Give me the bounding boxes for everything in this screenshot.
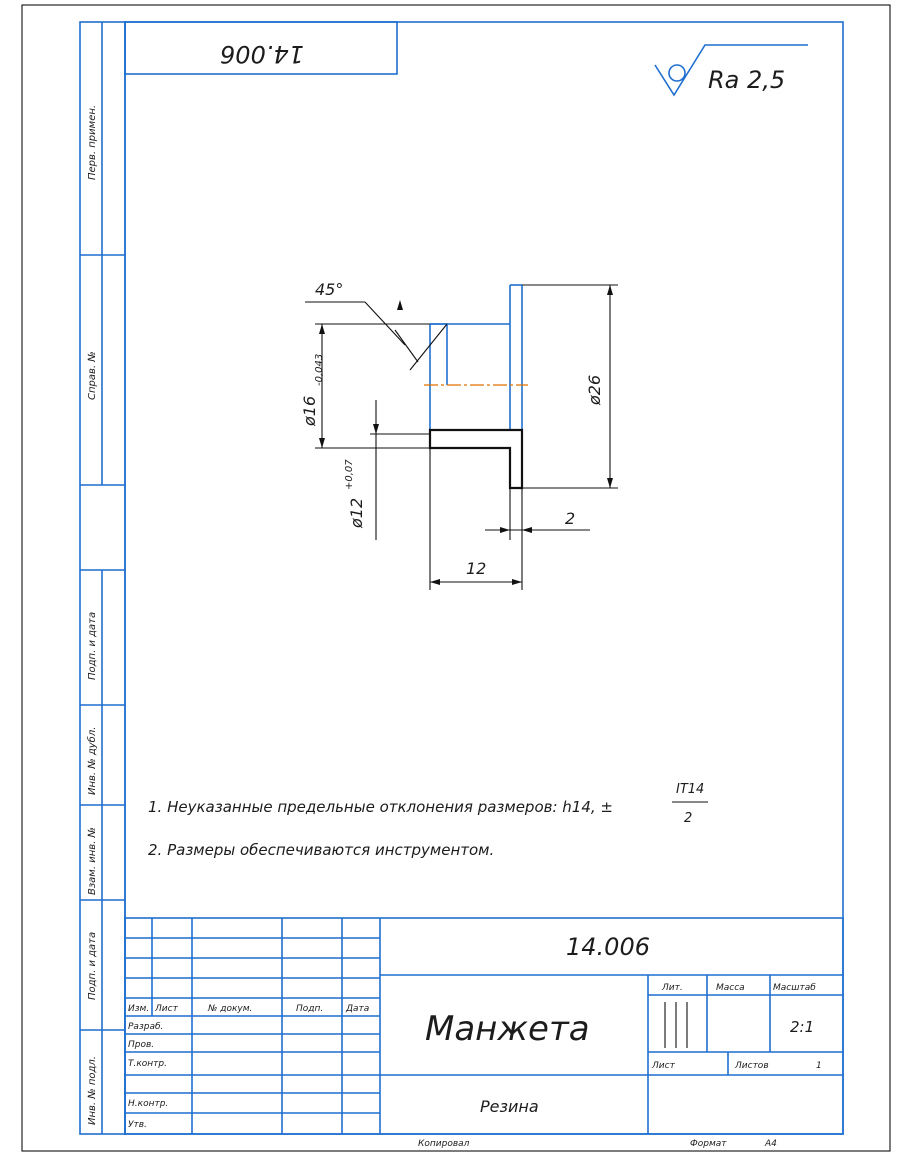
dim-d26: ø26 xyxy=(585,374,604,405)
dim-d12-tol: +0,07 xyxy=(344,459,355,490)
roughness-value: Ra 2,5 xyxy=(708,66,786,94)
part-view xyxy=(305,285,618,590)
dim-angle: 45° xyxy=(315,280,344,299)
drawing-frame xyxy=(125,22,843,1134)
dim-d12: ø12 xyxy=(347,497,366,528)
designation-mirrored: 14.006 xyxy=(220,40,304,68)
label-podp-data-top: Подп. и дата xyxy=(87,611,98,680)
tb-ndokum: № докум. xyxy=(208,1004,253,1014)
label-inv-dubl: Инв. № дубл. xyxy=(87,726,98,795)
tb-nkontr: Н.контр. xyxy=(128,1099,169,1109)
tb-prov: Пров. xyxy=(128,1040,155,1050)
tb-data: Дата xyxy=(346,1004,370,1014)
tb-material: Резина xyxy=(480,1097,539,1116)
tb-list: Лист xyxy=(155,1004,178,1014)
section-hatch xyxy=(430,430,522,488)
label-inv-podl: Инв. № подл. xyxy=(87,1056,98,1125)
dim-len12: 12 xyxy=(466,559,487,578)
label-podp-data-bot: Подп. и дата xyxy=(87,931,98,1000)
note-1-fraction-num: IT14 xyxy=(676,782,705,797)
tb-utv: Утв. xyxy=(128,1120,147,1130)
tb-izm: Изм. xyxy=(128,1004,150,1014)
tb-massa: Масса xyxy=(716,983,745,993)
tb-designation: 14.006 xyxy=(566,933,650,961)
tb-sheets: 1 xyxy=(816,1061,822,1071)
note-2: 2. Размеры обеспечиваются инструментом. xyxy=(148,841,495,859)
format-value: A4 xyxy=(765,1139,777,1149)
dim-len2: 2 xyxy=(565,509,576,528)
tb-title: Манжета xyxy=(425,1009,590,1049)
label-sprav: Справ. № xyxy=(87,351,98,400)
tb-podp: Подп. xyxy=(296,1004,324,1014)
tb-masshtab: Масштаб xyxy=(773,983,816,993)
tb-razrab: Разраб. xyxy=(128,1022,164,1032)
tb-scale: 2:1 xyxy=(790,1018,815,1036)
tb-list-r: Лист xyxy=(652,1061,675,1071)
note-1: 1. Неуказанные предельные отклонения размеров: h14, ± xyxy=(148,798,613,816)
copied-label: Копировал xyxy=(418,1139,470,1149)
tb-tkontr: Т.контр. xyxy=(128,1059,168,1069)
label-perv-primen: Перв. примен. xyxy=(87,104,98,180)
dim-d16-tol: -0,043 xyxy=(314,353,325,386)
note-1-fraction-den: 2 xyxy=(684,811,693,826)
format-label: Формат xyxy=(690,1139,727,1149)
label-vzam-inv: Взам. инв. № xyxy=(87,827,98,895)
tb-lit: Лит. xyxy=(662,983,683,993)
tb-listov: Листов xyxy=(735,1061,769,1071)
dim-d16: ø16 xyxy=(300,395,319,426)
